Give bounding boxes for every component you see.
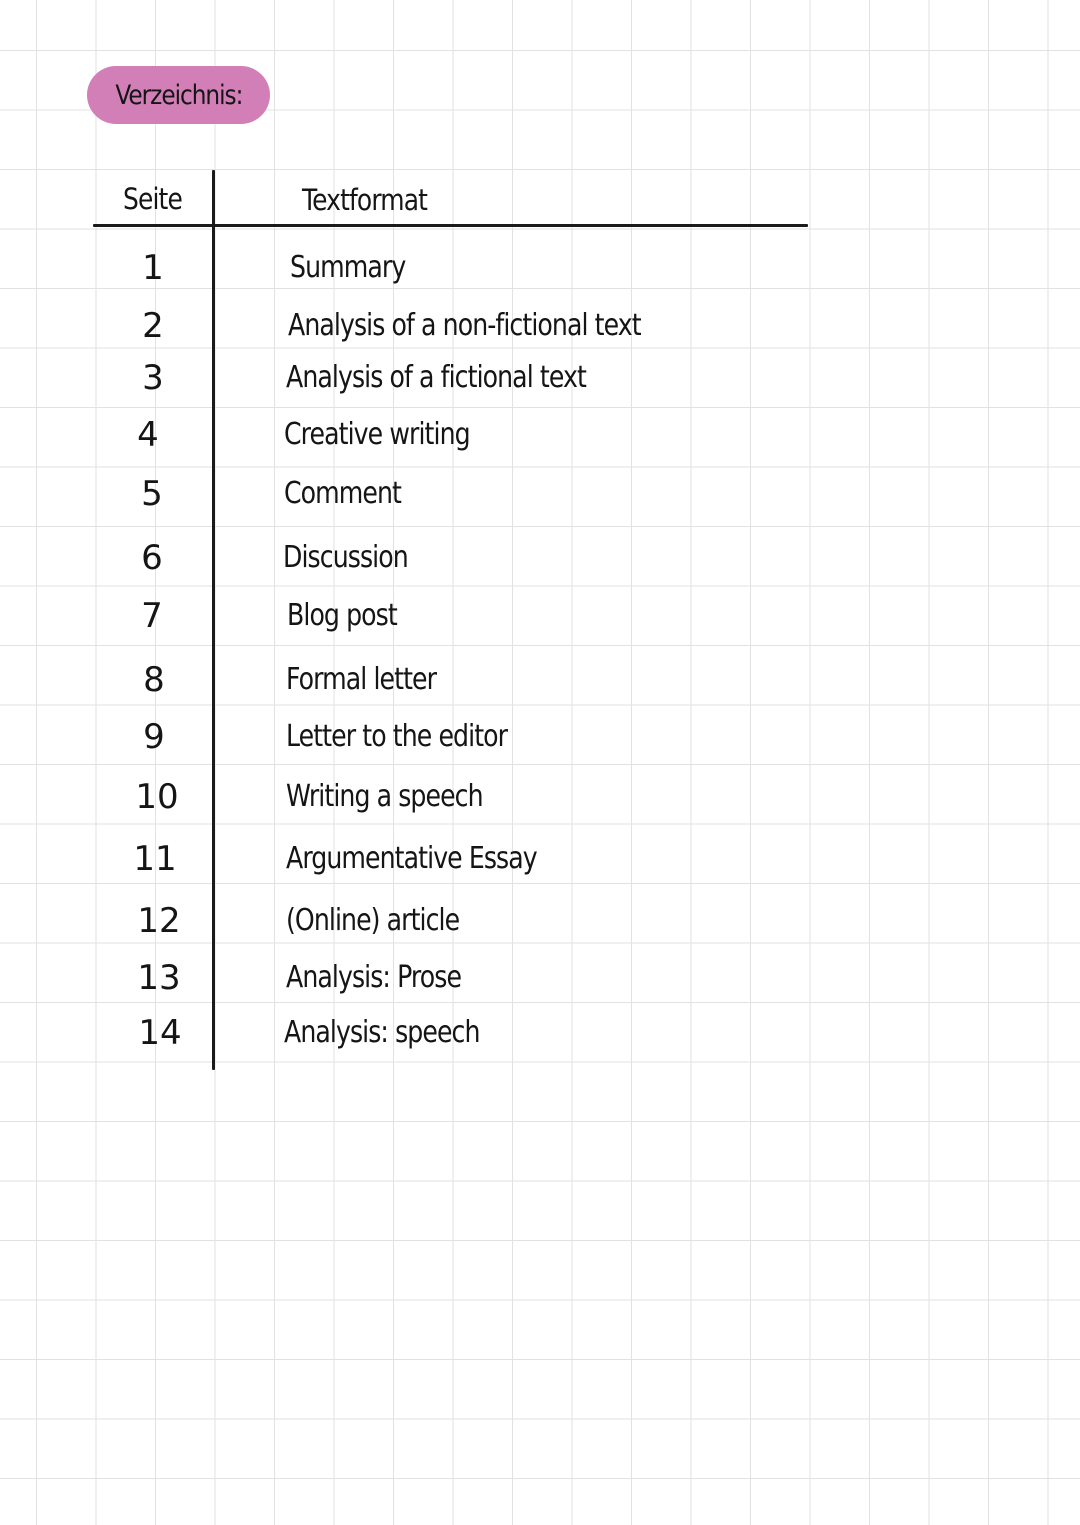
page-number: 9: [143, 717, 165, 757]
table-row: [0, 353, 1080, 403]
format-title: Discussion: [283, 540, 408, 575]
table-row: [0, 953, 1080, 1003]
format-title: Comment: [284, 476, 402, 511]
format-title: Creative writing: [284, 417, 470, 452]
table-row: [0, 301, 1080, 351]
table-row: [0, 834, 1080, 884]
page-number: 2: [142, 306, 164, 346]
table-row: [0, 1008, 1080, 1058]
table-row: [0, 243, 1080, 293]
format-title: (Online) article: [286, 903, 460, 938]
format-title: Summary: [290, 250, 406, 285]
page-number: 12: [137, 901, 181, 941]
page-number: 11: [133, 839, 177, 879]
page-number: 8: [143, 660, 165, 700]
column-header-format: Textformat: [302, 183, 428, 217]
table-row: [0, 655, 1080, 705]
table-row: [0, 410, 1080, 460]
format-title: Analysis: Prose: [286, 960, 462, 995]
format-title: Argumentative Essay: [286, 841, 537, 876]
page-number: 1: [142, 248, 164, 288]
page-title: Verzeichnis:: [114, 79, 243, 111]
page-number: 4: [137, 415, 159, 455]
page-number: 10: [135, 777, 179, 817]
page-number: 3: [142, 358, 164, 398]
table-row: [0, 896, 1080, 946]
column-header-page: Seite: [123, 182, 182, 216]
table-row: [0, 591, 1080, 641]
table-row: [0, 469, 1080, 519]
format-title: Analysis: speech: [284, 1015, 480, 1050]
format-title: Writing a speech: [286, 779, 483, 814]
format-title: Blog post: [287, 598, 397, 633]
format-title: Analysis of a fictional text: [286, 360, 586, 395]
table-row: [0, 712, 1080, 762]
format-title: Formal letter: [286, 662, 437, 697]
format-title: Letter to the editor: [286, 719, 508, 754]
page-number: 13: [137, 958, 181, 998]
table-row: [0, 533, 1080, 583]
page-number: 6: [141, 538, 163, 578]
page-number: 5: [141, 474, 163, 514]
format-title: Analysis of a non-fictional text: [288, 308, 641, 343]
page-number: 7: [141, 596, 163, 636]
page-number: 14: [138, 1013, 182, 1053]
table-row: [0, 772, 1080, 822]
